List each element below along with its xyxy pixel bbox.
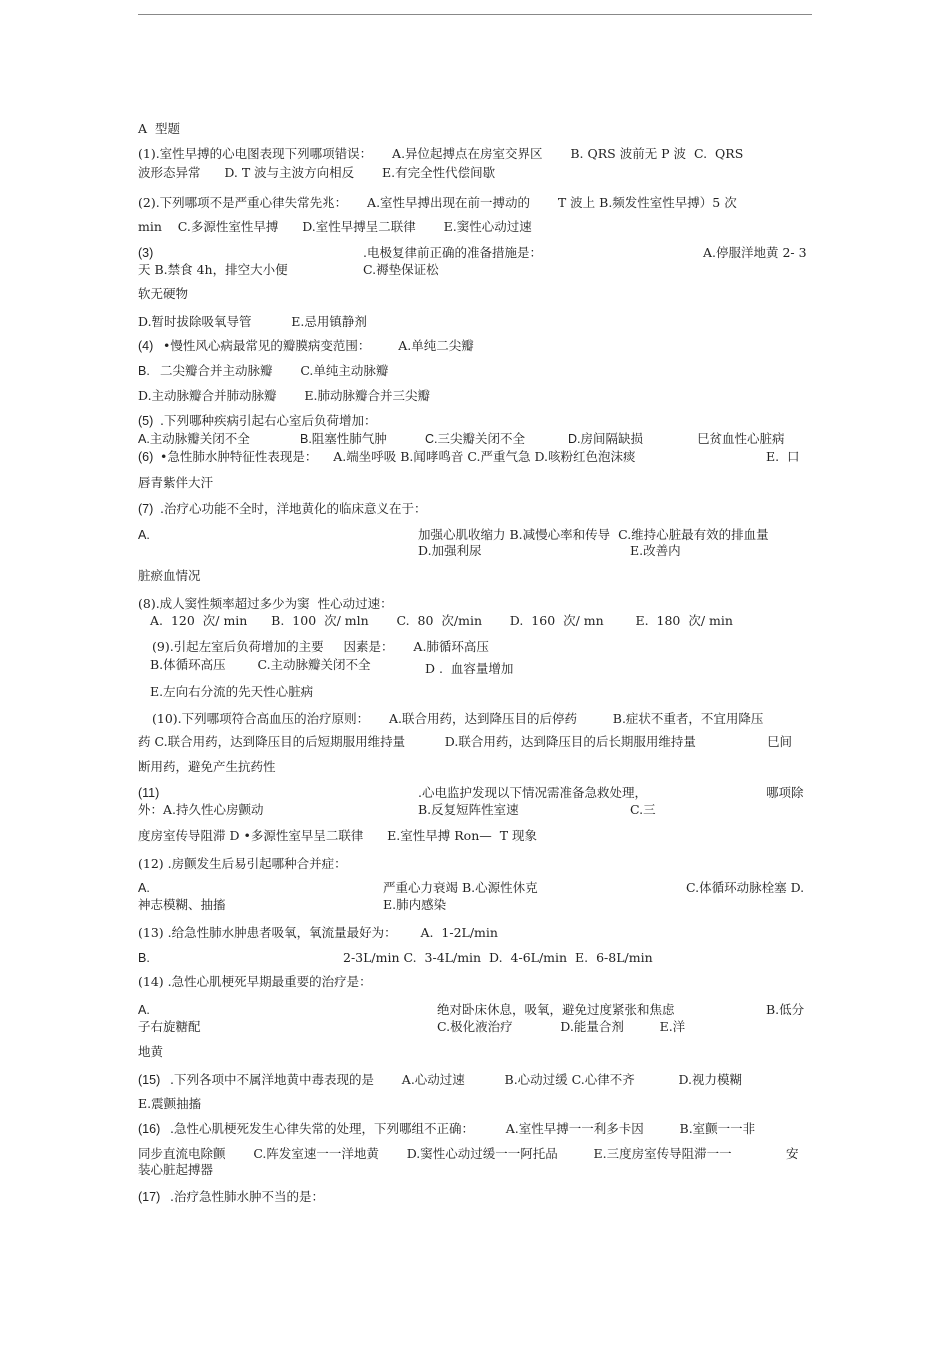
question-8-options: A. 120 次/ min B. 100 次/ mln C. 80 次/min D. 160 次/ mn E. 180 次/ min <box>150 613 733 628</box>
question-4-stem: •慢性风心病最常见的瓣膜病变范围： A.单纯二尖瓣 <box>163 338 474 353</box>
question-14-line-3: 地黄 <box>138 1044 164 1059</box>
question-11-option-a: 外：A.持久性心房颤动 <box>138 802 264 817</box>
question-10-option-e: 巳间 <box>767 735 793 749</box>
question-12-option-a-letter: A. <box>138 881 150 895</box>
question-3-number: (3) <box>138 246 154 260</box>
question-7-stem: .治疗心功能不全时，洋地黄化的临床意义在于： <box>160 501 427 516</box>
question-7-number: (7) <box>138 502 154 516</box>
question-9-option-e: E.左向右分流的先天性心脏病 <box>150 684 314 699</box>
question-2-line-2: min C.多源性室性早搏 D.室性早搏呈二联律 E.窦性心动过速 <box>138 219 532 234</box>
question-3-stem: .电极复律前正确的准备措施是： <box>363 245 542 260</box>
question-12-stem: (12) .房颤发生后易引起哪种合并症： <box>138 856 347 871</box>
section-heading: A 型题 <box>138 121 180 136</box>
question-4-number: (4) <box>138 339 154 353</box>
question-13-stem: (13) .给急性肺水肿患者吸氧，氧流量最好为： A. 1-2L/min <box>138 925 498 940</box>
question-3-option-c: C.褥垫保证松 <box>363 262 439 277</box>
question-4-line-2: 二尖瓣合并主动脉瓣 C.单纯主动脉瓣 <box>160 363 389 378</box>
question-9-option-d: D . 血容量增加 <box>425 661 514 676</box>
question-10-line-3: 断用药，避免产生抗药性 <box>138 759 276 774</box>
question-7-line-4: 脏瘀血情况 <box>138 568 201 583</box>
question-11-option-c: C.三 <box>630 802 656 817</box>
question-13-option-b-letter: B. <box>138 951 150 965</box>
question-7-options: 加强心肌收缩力 B.减慢心率和传导 C.维持心脏最有效的排血量 <box>418 527 769 542</box>
question-11-line-3: 度房室传导阻滞 D •多源性室早呈二联律 E.室性早搏 Ron— T 现象 <box>138 828 538 843</box>
question-14-stem: (14) .急性心肌梗死早期最重要的治疗是： <box>138 974 372 989</box>
question-12-option-d-text: 神志模糊、抽搐 <box>138 897 226 912</box>
question-11-stem: .心电监护发现以下情况需准备急救处理， <box>418 785 647 800</box>
question-5-option-a: A.主动脉瓣关闭不全 <box>138 432 250 446</box>
question-16-line-2-end: 安 <box>786 1146 799 1161</box>
question-10-line-1: (10).下列哪项符合高血压的治疗原则： A.联合用药，达到降压目的后停药 B.症状不重者，不宜用降压 <box>152 711 764 726</box>
header-rule <box>138 14 812 15</box>
question-14-option-a-letter: A. <box>138 1003 150 1017</box>
question-17-number: (17) <box>138 1190 161 1204</box>
question-4-line-3: D.主动脉瓣合并肺动脉瓣 E.肺动脉瓣合并三尖瓣 <box>138 388 430 403</box>
question-9-stem: (9).引起左室后负荷增加的主要 因素是： A.肺循环高压 <box>152 639 489 654</box>
question-13-options: 2-3L/min C. 3-4L/min D. 4-6L/min E. 6-8L/min <box>343 950 653 965</box>
question-11-option-b: B.反复短阵性室速 <box>418 802 519 817</box>
question-1-line-2: 波形态异常 D. T 波与主波方向相反 E.有完全性代偿间歇 <box>138 165 496 180</box>
question-11-stem-end: 哪项除 <box>766 785 804 800</box>
question-1-line-1: (1).室性早搏的心电图表现下列哪项错误： A.异位起搏点在房室交界区 B. QRS 波前无 P 波 C. QRS <box>138 146 744 161</box>
question-3-option-b: 天 B.禁食 4h，排空大小便 <box>138 262 288 277</box>
question-15-stem: .下列各项中不属洋地黄中毒表现的是 A.心动过速 B.心动过缓 C.心律不齐 D.视力模糊 <box>170 1072 743 1087</box>
question-10-line-2: 药 C.联合用药，达到降压目的后短期服用维持量 D.联合用药，达到降压目的后长期服用维持量 <box>138 734 696 749</box>
question-5-number: (5) <box>138 414 154 428</box>
question-16-line-2: 同步直流电除颤 C.阵发室速一一洋地黄 D.窦性心动过缓一一阿托品 E.三度房室传导阻滞一一 <box>138 1146 732 1161</box>
question-5-option-b: B.阻塞性肺气肿 <box>300 432 387 446</box>
question-8-stem: (8).成人窦性频率超过多少为窦 性心动过速： <box>138 596 393 611</box>
question-2-line-1: (2).下列哪项不是严重心律失常先兆： A.室性早搏出现在前一搏动的 T 波上 B.频发性室性早搏）5 次 <box>138 195 737 210</box>
question-7-option-e: E.改善内 <box>630 543 681 558</box>
question-12-options-a-b: 严重心力衰竭 B.心源性休克 <box>383 880 538 895</box>
question-14-option-b-cont: 子右旋糖配 <box>138 1019 201 1034</box>
question-5-option-c: C.三尖瓣关闭不全 <box>425 432 526 446</box>
question-12-options-c-d: C.体循环动脉栓塞 D. <box>686 880 805 895</box>
question-6-option-e: E. 口 <box>766 449 800 464</box>
question-6-stem: •急性肺水肿特征性表现是： A.端坐呼吸 B.闻哮鸣音 C.严重气急 D.咳粉红色泡沫痰 <box>160 449 636 464</box>
question-5-option-e: 巳贫血性心脏病 <box>697 432 785 446</box>
question-9-options-b-c: B.体循环高压 C.主动脉瓣关闭不全 <box>150 657 371 672</box>
question-14-option-a: 绝对卧床休息，吸氧，避免过度紧张和焦虑 <box>437 1002 675 1017</box>
question-16-stem: .急性心肌梗死发生心律失常的处理，下列哪组不正确： A.室性早搏一一利多卡因 B.室颤一一非 <box>170 1121 756 1136</box>
question-5-option-d: D.房间隔缺损 <box>568 432 644 446</box>
question-14-options-c-e: C.极化液治疗 D.能量合剂 E.洋 <box>437 1019 686 1034</box>
question-4-option-b-letter: B. <box>138 364 150 378</box>
question-12-option-e: E.肺内感染 <box>383 897 447 912</box>
question-6-line-2: 唇青紫伴大汗 <box>138 475 214 490</box>
question-7-option-d: D.加强利尿 <box>418 543 482 558</box>
question-14-option-b: B.低分 <box>766 1002 805 1017</box>
question-5-stem: .下列哪种疾病引起右心室后负荷增加： <box>160 413 377 428</box>
question-17-stem: .治疗急性肺水肿不当的是： <box>170 1189 324 1204</box>
question-15-line-2: E.震颤抽搐 <box>138 1096 202 1111</box>
question-3-option-a: A.停服洋地黄 2- 3 <box>703 245 807 260</box>
question-6-number: (6) <box>138 450 154 464</box>
question-11-number: (11) <box>138 786 160 800</box>
question-16-number: (16) <box>138 1122 161 1136</box>
question-16-line-3: 装心脏起搏器 <box>138 1162 214 1177</box>
question-3-line-3: 软无硬物 <box>138 286 189 301</box>
question-15-number: (15) <box>138 1073 161 1087</box>
question-7-option-a-letter: A. <box>138 528 150 542</box>
question-3-line-4: D.暂时拔除吸氧导管 E.忌用镇静剂 <box>138 314 367 329</box>
